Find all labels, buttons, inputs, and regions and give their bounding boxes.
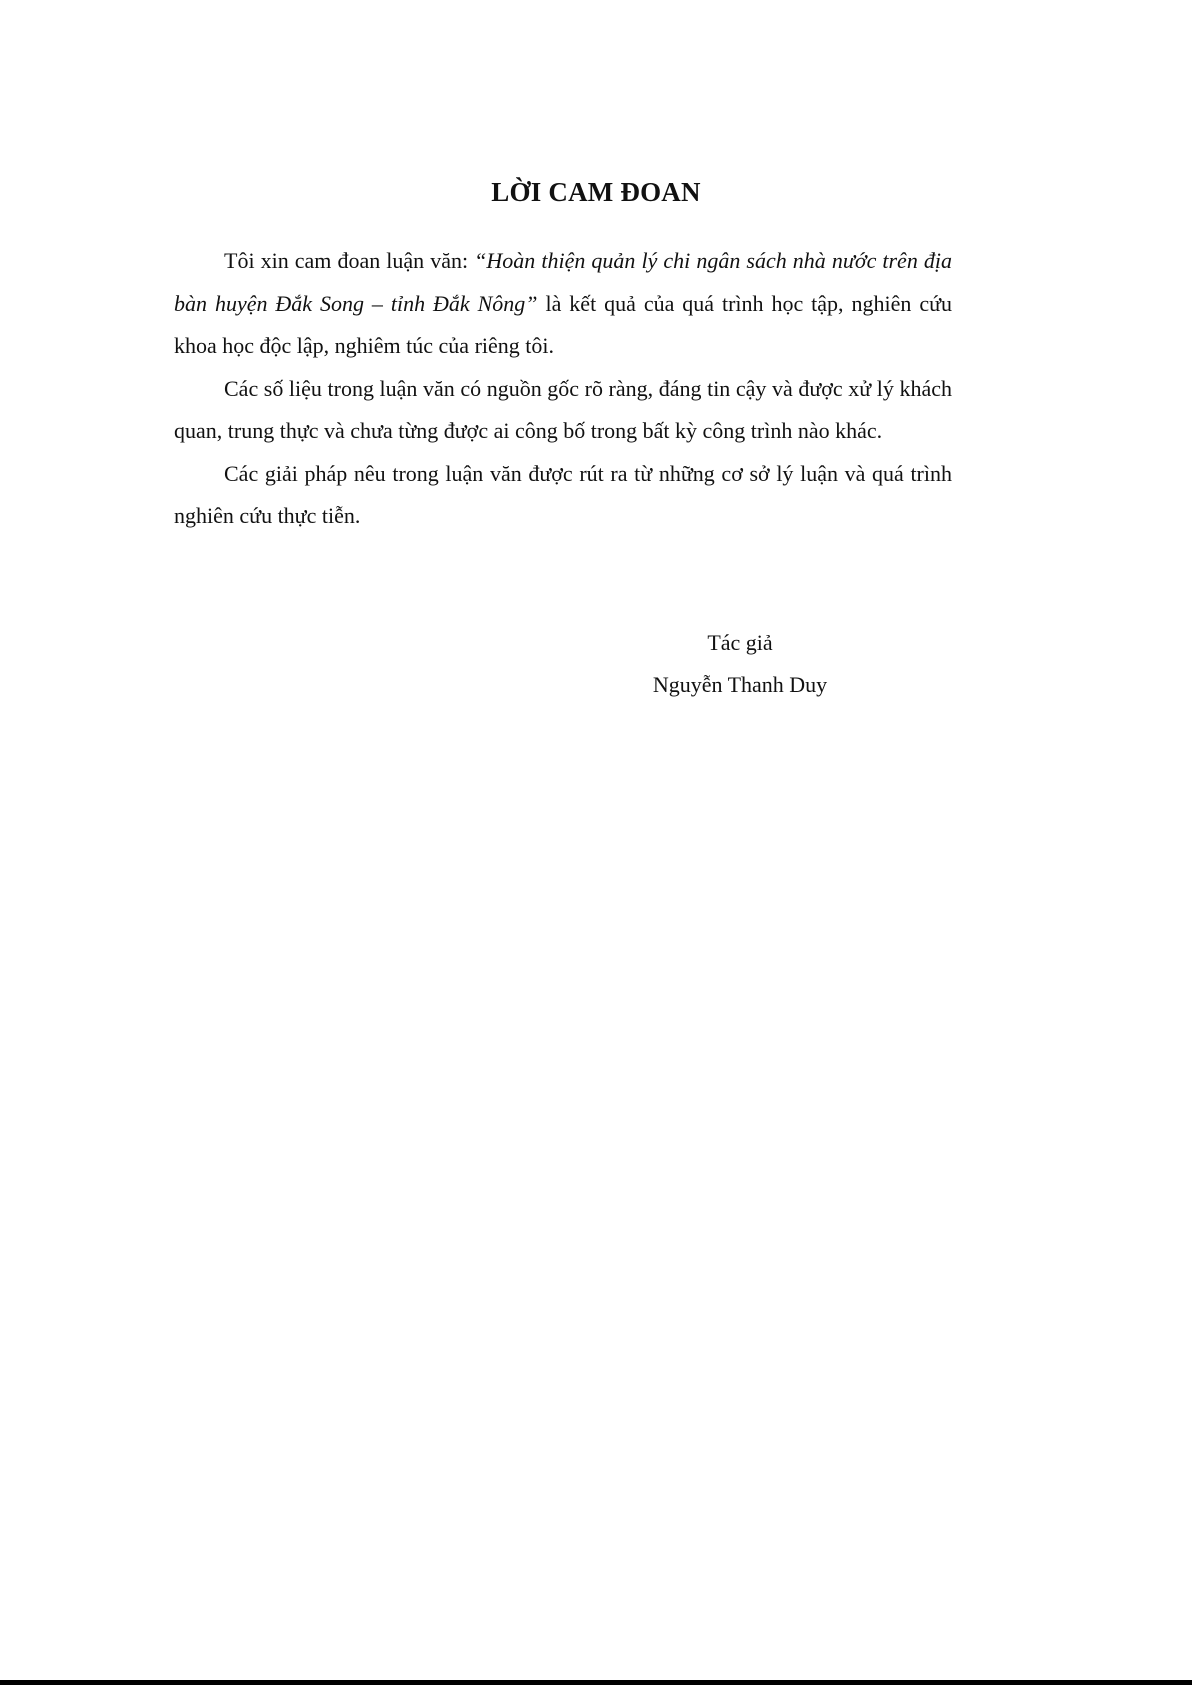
paragraph-3: Các giải pháp nêu trong luận văn được rút ra từ những cơ sở lý luận và quá trình nghiên cứu thực tiễn.: [174, 460, 952, 528]
paragraph-1-tail: là kết quả của quá trình học tập, nghiên cứu khoa học độc lập, nghiêm túc của riêng tôi.: [174, 290, 953, 358]
declaration-body: [174, 240, 952, 538]
paragraph-1-lead: Tôi xin cam đoan luận văn:: [224, 248, 475, 273]
author-role: Tác giả: [707, 630, 773, 655]
page-bottom-edge: [0, 1680, 1192, 1685]
author-name: Nguyễn Thanh Duy: [652, 672, 828, 697]
thesis-title: “Hoàn thiện quản lý chi ngân sách nhà nước trên địa bàn huyện Đắk Song – tỉnh Đắk Nông”: [174, 248, 952, 316]
paragraph-2: Các số liệu trong luận văn có nguồn gốc rõ ràng, đáng tin cậy và được xử lý khách quan, trung thực và chưa từng được ai công bố trong bất kỳ công trình nào khác.: [174, 375, 952, 443]
signature-block: [560, 622, 920, 706]
paragraph-1: [174, 240, 952, 368]
page-title: LỜI CAM ĐOAN: [491, 177, 701, 207]
